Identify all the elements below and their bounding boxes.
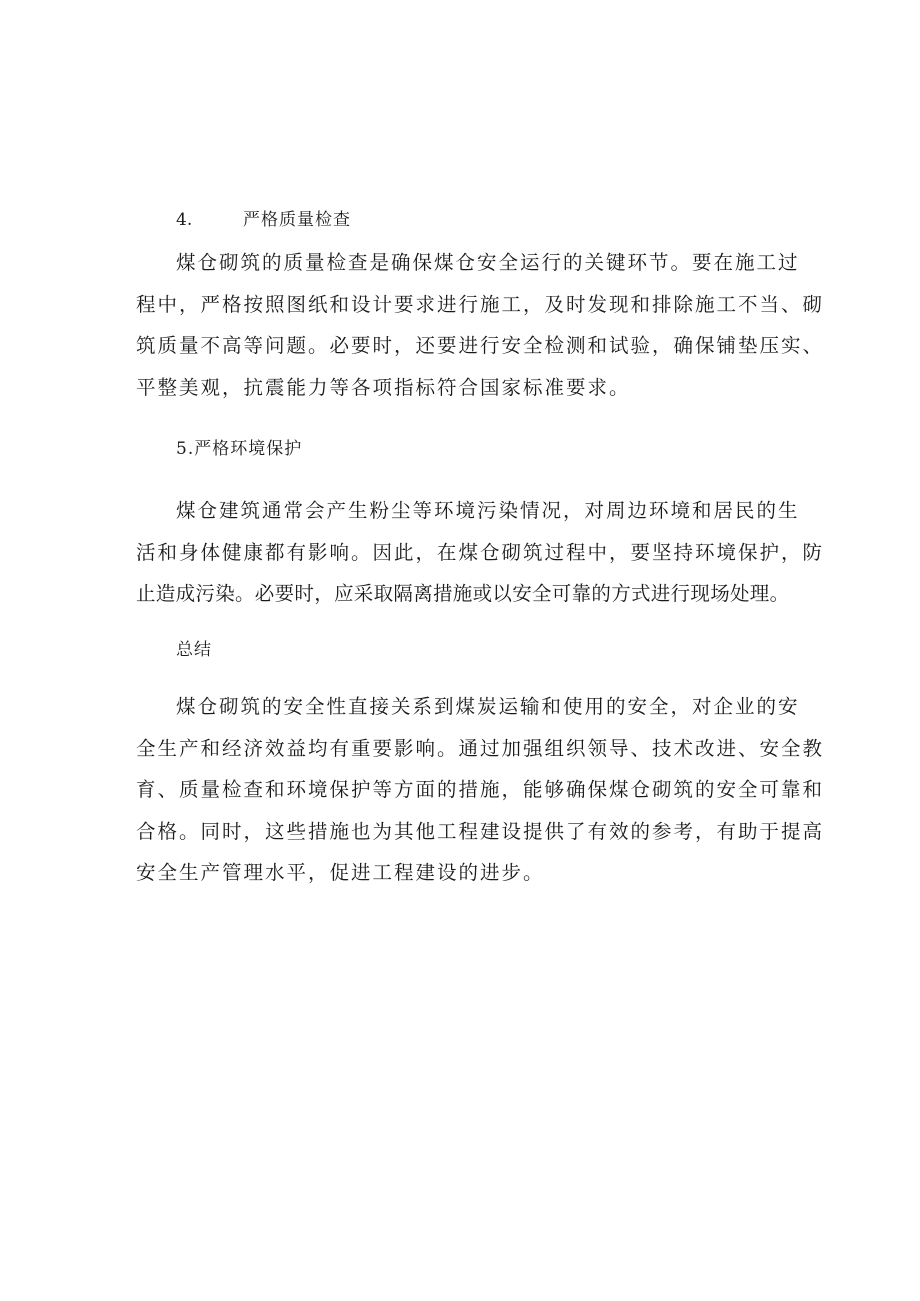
paragraph-line: 育、质量检查和环境保护等方面的措施，能够确保煤仓砌筑的安全可靠和	[136, 778, 825, 801]
section-4-number: 4.	[176, 210, 193, 230]
summary-paragraph	[136, 686, 825, 894]
paragraph-line: 煤仓砌筑的质量检查是确保煤仓安全运行的关键环节。要在施工过	[176, 251, 800, 274]
paragraph-line: 全生产和经济效益均有重要影响。通过加强组织领导、技术改进、安全教	[136, 736, 825, 760]
paragraph-line: 止造成污染。必要时，应采取隔离措施或以安全可靠的方式进行现场处理。	[136, 582, 790, 605]
paragraph-line: 平整美观，抗震能力等各项指标符合国家标准要求。	[136, 375, 631, 399]
paragraph-line: 筑质量不高等问题。必要时，还要进行安全检测和试验，确保铺垫压实、	[136, 334, 825, 357]
paragraph-line: 煤仓砌筑的安全性直接关系到煤炭运输和使用的安全，对企业的安	[176, 695, 800, 718]
paragraph-line: 程中，严格按照图纸和设计要求进行施工，及时发现和排除施工不当、砌	[136, 292, 825, 316]
paragraph-line: 煤仓建筑通常会产生粉尘等环境污染情况，对周边环境和居民的生	[176, 499, 800, 522]
paragraph-line: 活和身体健康都有影响。因此，在煤仓砌筑过程中，要坚持环境保护，防	[136, 540, 825, 564]
section-4-title: 严格质量检查	[243, 210, 351, 230]
paragraph-line: 合格。同时，这些措施也为其他工程建设提供了有效的参考，有助于提高	[136, 819, 825, 843]
section-4-paragraph	[136, 242, 825, 408]
paragraph-line: 安全生产管理水平，促进工程建设的进步。	[136, 861, 545, 884]
summary-title: 总结	[176, 640, 212, 660]
section-5-title: 5.严格环境保护	[176, 439, 303, 459]
section-5-paragraph	[136, 490, 825, 615]
